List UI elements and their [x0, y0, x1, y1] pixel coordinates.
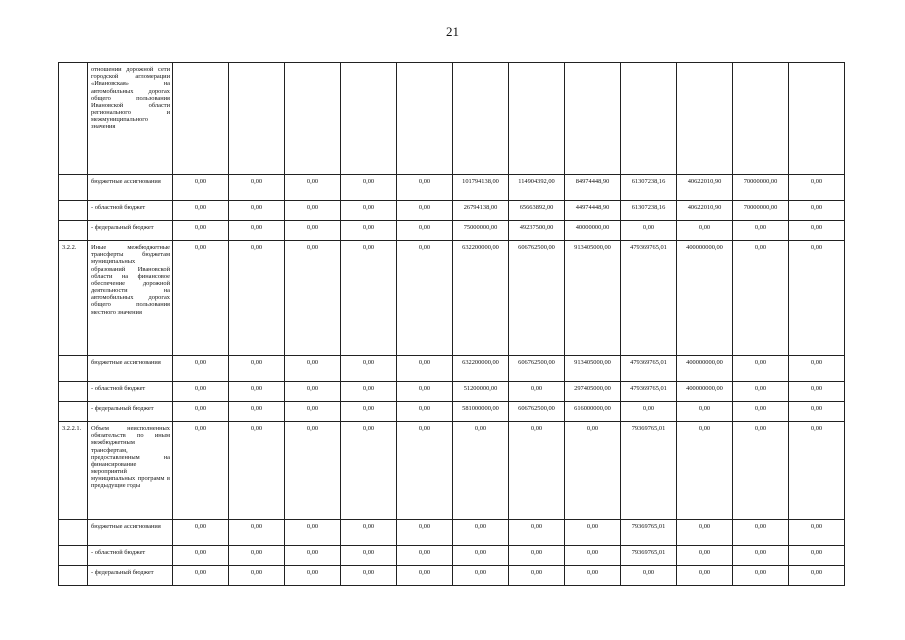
row-value: 400000000,00: [677, 382, 733, 402]
row-value: 0,00: [789, 402, 845, 422]
row-name: Объем неисполненных обязательств по иным межбюджетным трансфертам, предоставленным на финансирование мероприятий муниципальных программ в предыдущие годы: [88, 422, 173, 520]
row-value: 0,00: [789, 422, 845, 520]
row-value: 0,00: [285, 546, 341, 566]
row-value: 0,00: [341, 241, 397, 356]
row-value: 581000000,00: [453, 402, 509, 422]
table-row: [59, 201, 845, 221]
row-value: 40622010,90: [677, 175, 733, 201]
row-name: - областной бюджет: [88, 382, 173, 402]
row-value: 0,00: [677, 546, 733, 566]
row-value: 0,00: [677, 402, 733, 422]
row-code: [59, 402, 88, 422]
row-value: 0,00: [677, 221, 733, 241]
row-code: [59, 546, 88, 566]
row-value: 0,00: [229, 201, 285, 221]
row-value: 0,00: [173, 356, 229, 382]
row-value: 0,00: [733, 546, 789, 566]
row-value: [789, 63, 845, 175]
row-name: - областной бюджет: [88, 201, 173, 221]
table-row: [59, 63, 845, 175]
row-value: 61307238,16: [621, 201, 677, 221]
row-value: 0,00: [565, 566, 621, 586]
row-value: 0,00: [341, 201, 397, 221]
row-value: 0,00: [173, 382, 229, 402]
row-value: 0,00: [509, 382, 565, 402]
row-value: [229, 63, 285, 175]
row-value: 0,00: [285, 175, 341, 201]
row-value: [565, 63, 621, 175]
table-row: [59, 221, 845, 241]
row-value: 479369765,01: [621, 356, 677, 382]
row-value: 0,00: [285, 201, 341, 221]
table-row: [59, 422, 845, 520]
row-code: [59, 221, 88, 241]
row-value: 0,00: [285, 402, 341, 422]
row-value: 0,00: [341, 402, 397, 422]
row-value: [173, 63, 229, 175]
row-code: 3.2.2.: [59, 241, 88, 356]
row-value: 0,00: [733, 221, 789, 241]
row-value: 70000000,00: [733, 175, 789, 201]
row-code: 3.2.2.1.: [59, 422, 88, 520]
row-value: [285, 63, 341, 175]
row-value: 51200000,00: [453, 382, 509, 402]
row-value: 0,00: [509, 520, 565, 546]
row-value: 0,00: [229, 402, 285, 422]
row-value: 0,00: [397, 221, 453, 241]
row-value: 0,00: [173, 546, 229, 566]
table-row: [59, 175, 845, 201]
page-number: 21: [446, 24, 459, 39]
row-value: 101794138,00: [453, 175, 509, 201]
row-value: 0,00: [621, 566, 677, 586]
row-value: 0,00: [397, 382, 453, 402]
row-value: 0,00: [789, 546, 845, 566]
row-value: 0,00: [173, 221, 229, 241]
row-value: 0,00: [789, 356, 845, 382]
row-code: [59, 63, 88, 175]
row-value: [453, 63, 509, 175]
row-value: 0,00: [229, 422, 285, 520]
row-value: 479369765,01: [621, 382, 677, 402]
row-value: 913405000,00: [565, 241, 621, 356]
budget-table-body: [59, 63, 845, 586]
row-code: [59, 520, 88, 546]
row-value: 616000000,00: [565, 402, 621, 422]
table-row: [59, 566, 845, 586]
table-row: [59, 520, 845, 546]
row-value: 0,00: [229, 221, 285, 241]
row-value: 0,00: [173, 566, 229, 586]
row-value: 0,00: [789, 175, 845, 201]
row-value: 79369765,01: [621, 546, 677, 566]
row-value: [733, 63, 789, 175]
row-code: [59, 566, 88, 586]
row-value: 0,00: [285, 356, 341, 382]
row-value: 40622010,90: [677, 201, 733, 221]
row-value: 0,00: [509, 422, 565, 520]
row-value: 606762500,00: [509, 241, 565, 356]
row-value: 40000000,00: [565, 221, 621, 241]
row-name: Иные межбюджетные трансферты бюджетам муниципальных образований Ивановской области на финансовое обеспечение дорожной деятельности на автомобильных дорогах общего пользования местного значения: [88, 241, 173, 356]
row-value: 0,00: [397, 566, 453, 586]
row-value: 0,00: [509, 566, 565, 586]
row-value: 0,00: [397, 356, 453, 382]
row-value: 65663892,00: [509, 201, 565, 221]
row-code: [59, 201, 88, 221]
row-value: [677, 63, 733, 175]
row-value: 84974448,90: [565, 175, 621, 201]
row-name: бюджетные ассигнования: [88, 520, 173, 546]
row-value: 0,00: [565, 422, 621, 520]
row-value: 0,00: [397, 422, 453, 520]
row-value: 0,00: [509, 546, 565, 566]
row-value: 0,00: [677, 422, 733, 520]
row-value: 0,00: [229, 546, 285, 566]
row-value: 632200000,00: [453, 356, 509, 382]
row-value: 0,00: [229, 175, 285, 201]
row-name: - федеральный бюджет: [88, 566, 173, 586]
row-value: 114904392,00: [509, 175, 565, 201]
row-value: 0,00: [229, 520, 285, 546]
row-value: 0,00: [341, 175, 397, 201]
table-row: [59, 382, 845, 402]
row-value: [397, 63, 453, 175]
row-value: 606762500,00: [509, 402, 565, 422]
table-row: [59, 241, 845, 356]
row-value: 0,00: [565, 520, 621, 546]
row-value: [621, 63, 677, 175]
row-value: 79369765,01: [621, 422, 677, 520]
row-value: 400000000,00: [677, 356, 733, 382]
row-value: 297405000,00: [565, 382, 621, 402]
row-value: 0,00: [733, 382, 789, 402]
row-value: 0,00: [453, 520, 509, 546]
budget-table: [58, 62, 845, 586]
row-value: 0,00: [733, 241, 789, 356]
row-value: 0,00: [173, 422, 229, 520]
row-value: 0,00: [621, 402, 677, 422]
row-value: 0,00: [341, 422, 397, 520]
row-value: 0,00: [229, 382, 285, 402]
row-value: 0,00: [341, 546, 397, 566]
row-value: 0,00: [453, 546, 509, 566]
row-value: 0,00: [229, 566, 285, 586]
row-value: 0,00: [173, 402, 229, 422]
row-value: 606762500,00: [509, 356, 565, 382]
table-row: [59, 402, 845, 422]
row-value: 26794138,00: [453, 201, 509, 221]
row-value: 0,00: [397, 402, 453, 422]
row-name: отношении дорожной сети городской агломерации «Ивановская» на автомобильных дорогах общего пользования Ивановской области регионального и межмуниципального значения: [88, 63, 173, 175]
row-value: 0,00: [789, 382, 845, 402]
row-value: 0,00: [341, 221, 397, 241]
row-value: 0,00: [173, 175, 229, 201]
row-value: 0,00: [173, 241, 229, 356]
row-value: 75000000,00: [453, 221, 509, 241]
row-name: - областной бюджет: [88, 546, 173, 566]
row-value: 0,00: [677, 566, 733, 586]
row-name: бюджетные ассигнования: [88, 175, 173, 201]
row-value: 0,00: [789, 566, 845, 586]
row-value: 0,00: [677, 520, 733, 546]
row-value: 44974448,90: [565, 201, 621, 221]
row-value: 0,00: [397, 241, 453, 356]
row-value: 0,00: [789, 221, 845, 241]
row-value: 49237500,00: [509, 221, 565, 241]
row-value: 0,00: [453, 566, 509, 586]
row-value: 0,00: [789, 241, 845, 356]
row-value: 0,00: [285, 422, 341, 520]
row-value: 0,00: [341, 382, 397, 402]
row-value: 0,00: [285, 382, 341, 402]
row-value: 0,00: [341, 520, 397, 546]
row-value: 0,00: [285, 520, 341, 546]
row-value: 0,00: [733, 402, 789, 422]
row-code: [59, 175, 88, 201]
row-value: 0,00: [397, 546, 453, 566]
row-value: 0,00: [397, 175, 453, 201]
row-value: 61307238,16: [621, 175, 677, 201]
row-value: 400000000,00: [677, 241, 733, 356]
row-value: 0,00: [341, 356, 397, 382]
table-row: [59, 546, 845, 566]
row-value: 0,00: [733, 356, 789, 382]
row-value: 0,00: [453, 422, 509, 520]
row-value: 0,00: [565, 546, 621, 566]
table-row: [59, 356, 845, 382]
row-name: - федеральный бюджет: [88, 221, 173, 241]
row-value: 0,00: [285, 241, 341, 356]
row-value: 0,00: [621, 221, 677, 241]
row-value: 0,00: [229, 356, 285, 382]
row-value: 0,00: [229, 241, 285, 356]
row-value: 0,00: [397, 201, 453, 221]
row-value: 0,00: [733, 566, 789, 586]
row-value: 479369765,01: [621, 241, 677, 356]
row-value: 0,00: [733, 422, 789, 520]
row-value: 70000000,00: [733, 201, 789, 221]
row-value: 0,00: [789, 520, 845, 546]
row-value: 913405000,00: [565, 356, 621, 382]
row-name: - федеральный бюджет: [88, 402, 173, 422]
row-value: 632200000,00: [453, 241, 509, 356]
row-value: 0,00: [789, 201, 845, 221]
row-code: [59, 356, 88, 382]
row-value: 0,00: [733, 520, 789, 546]
row-value: 0,00: [397, 520, 453, 546]
row-value: 0,00: [173, 520, 229, 546]
row-name: бюджетные ассигнования: [88, 356, 173, 382]
row-value: 0,00: [285, 221, 341, 241]
row-value: 0,00: [285, 566, 341, 586]
row-value: [341, 63, 397, 175]
row-value: [509, 63, 565, 175]
row-code: [59, 382, 88, 402]
row-value: 0,00: [173, 201, 229, 221]
row-value: 0,00: [341, 566, 397, 586]
row-value: 79369765,01: [621, 520, 677, 546]
